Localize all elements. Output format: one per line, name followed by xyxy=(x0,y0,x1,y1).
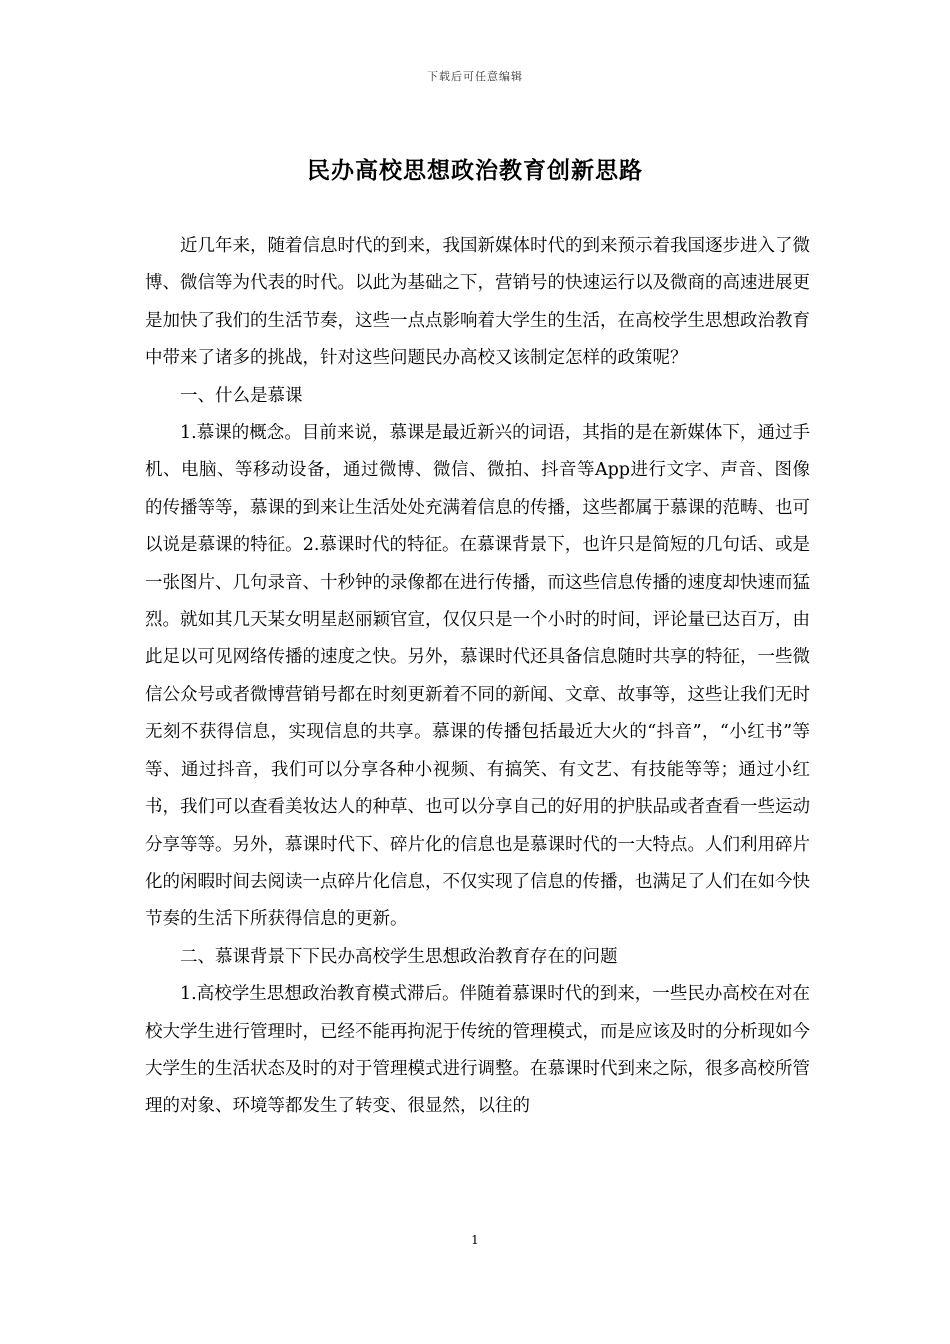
document-title: 民办高校思想政治教育创新思路 xyxy=(307,157,643,184)
section-heading-1: 一、什么是慕课 xyxy=(180,385,303,406)
paragraph-intro: 近几年来，随着信息时代的到来，我国新媒体时代的到来预示着我国逐步进入了微博、微信等为代表的时代。以此为基础之下，营销号的快速运行以及微商的高速进展更是加快了我们的生活节奏，这些一点点影响着大学生的生活，在高校学生思想政治教育中带来了诸多的挑战，针对这些问题民办高校又该制定怎样的政策呢？ xyxy=(145,236,810,369)
page-number: 1 xyxy=(471,1233,479,1247)
document-body xyxy=(145,228,810,1126)
section-heading-2: 二、慕课背景下下民办高校学生思想政治教育存在的问题 xyxy=(180,946,618,967)
paragraph-education-model: 1.高校学生思想政治教育模式滞后。伴随着慕课时代的到来，一些民办高校在对在校大学生进行管理时，已经不能再拘泥于传统的管理模式，而是应该及时的分析现如今大学生的生活状态及时的对于管理模式进行调整。在慕课时代到来之际，很多高校所管理的对象、环境等都发生了转变、很显然，以往的 xyxy=(145,984,810,1117)
paragraph-mooc-concept: 1.慕课的概念。目前来说，慕课是最近新兴的词语，其指的是在新媒体下，通过手机、电脑、等移动设备，通过微博、微信、微拍、抖音等App进行文字、声音、图像的传播等等，慕课的到来让生活处处充满着信息的传播，这些都属于慕课的范畴、也可以说是慕课的特征。2.慕课时代的特征。在慕课背景下，也许只是简短的几句话、或是一张图片、几句录音、十秒钟的录像都在进行传播，而这些信息传播的速度却快速而猛烈。就如其几天某女明星赵丽颖官宣，仅仅只是一个小时的时间，评论量已达百万，由此足以可见网络传播的速度之快。另外，慕课时代还具备信息随时共享的特征，一些微信公众号或者微博营销号都在时刻更新着不同的新闻、文章、故事等，这些让我们无时无刻不获得信息，实现信息的共享。慕课的传播包括最近大火的“抖音”，“小红书”等等、通过抖音，我们可以分享各种小视频、有搞笑、有文艺、有技能等等；通过小红书，我们可以查看美妆达人的种草、也可以分享自己的好用的护肤品或者查看一些运动分享等等。另外，慕课时代下、碎片化的信息也是慕课时代的一大特点。人们利用碎片化的闲暇时间去阅读一点碎片化信息，不仅实现了信息的传播，也满足了人们在如今快节奏的生活下所获得信息的更新。 xyxy=(145,423,810,930)
header-note: 下载后可任意编辑 xyxy=(427,70,523,83)
